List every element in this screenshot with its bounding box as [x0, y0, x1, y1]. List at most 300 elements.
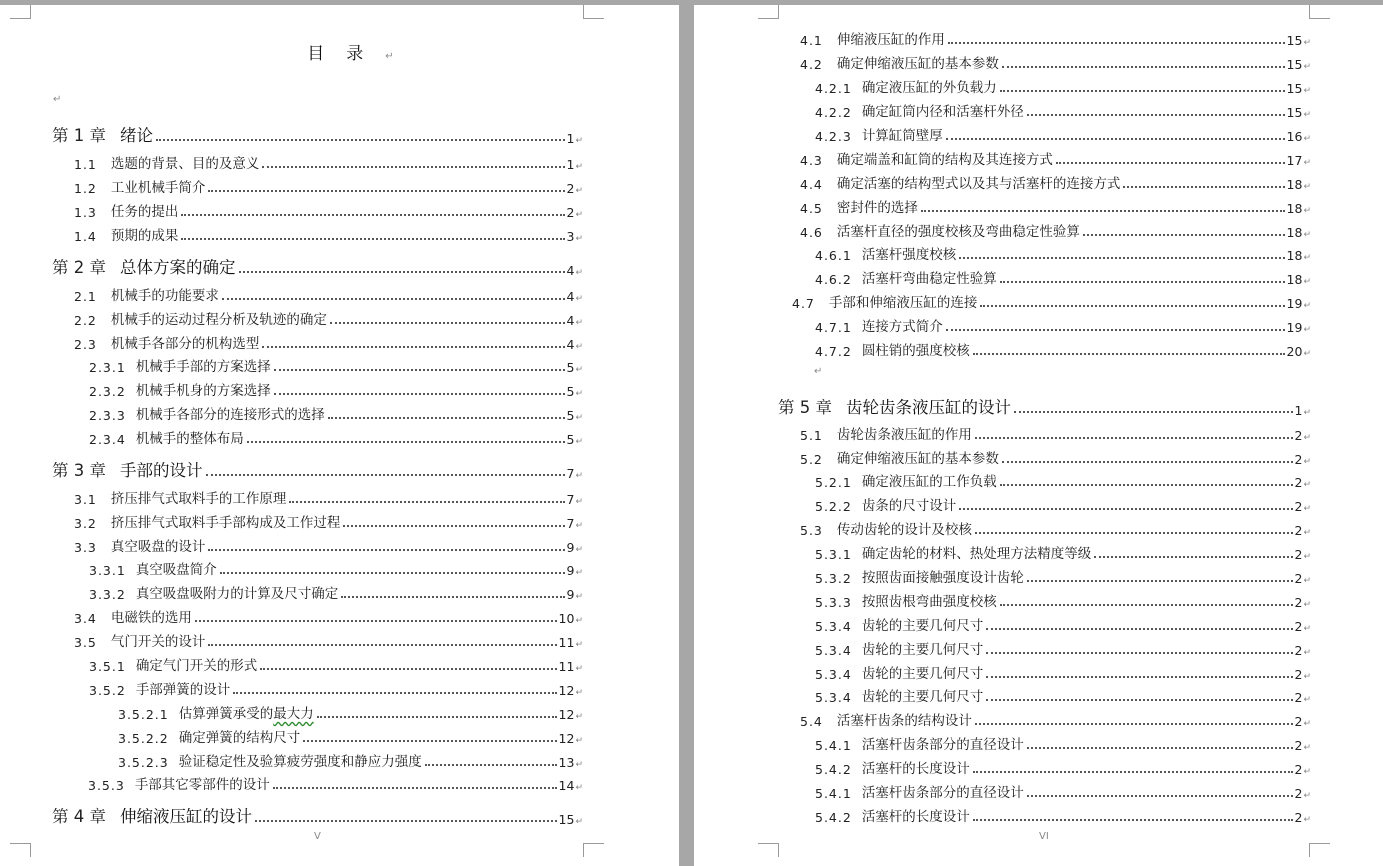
toc-entry-title: 活塞杆齿条部分的直径设计: [861, 785, 1024, 801]
toc-entry[interactable]: [74, 176, 583, 196]
dot-leader: [328, 417, 565, 419]
toc-entry-title: 齿轮的主要几何尺寸: [861, 618, 984, 634]
paragraph-mark-icon: ↵: [1303, 719, 1311, 729]
toc-entry[interactable]: [74, 308, 583, 328]
toc-page-number: 2: [1294, 786, 1303, 801]
toc-entry-title: 任务的提出: [110, 204, 179, 220]
paragraph-mark-icon: ↵: [1303, 504, 1311, 514]
toc-entry-number: 5.4.1: [815, 738, 852, 753]
paragraph-mark-icon: ↵: [1303, 110, 1311, 120]
toc-entry-number: 5.3.2: [815, 571, 852, 586]
dot-leader: [921, 210, 1285, 212]
dot-leader: [973, 819, 1293, 821]
toc-entry-number: 2.1: [74, 289, 97, 304]
toc-page-number: 15: [1286, 81, 1303, 96]
dot-leader: [1123, 186, 1284, 188]
dot-leader: [208, 190, 564, 192]
toc-entry-title: 机械手机身的方案选择: [135, 383, 271, 399]
toc-entry-title: 机械手的功能要求: [110, 288, 219, 304]
paragraph-mark-icon: ↵: [575, 616, 583, 626]
toc-entry[interactable]: [815, 781, 1311, 801]
toc-page-number: 4: [566, 263, 575, 278]
toc-entry[interactable]: [815, 339, 1311, 359]
paragraph-mark-icon: ↵: [1303, 791, 1311, 801]
paragraph-mark-icon: ↵: [575, 318, 583, 328]
toc-page-number: 2: [1294, 714, 1303, 729]
toc-page-number: 1: [566, 157, 575, 172]
toc-entry-title: 机械手各部分的机构选型: [110, 336, 260, 352]
dot-leader: [1000, 484, 1293, 486]
toc-entry-number: 2.3.2: [89, 384, 126, 399]
toc-entry-title: 齿轮齿条液压缸的设计: [846, 398, 1011, 417]
toc-entry-number: 4.7.1: [815, 320, 852, 335]
toc-entry-number: 5.3.4: [815, 690, 852, 705]
toc-entry[interactable]: [815, 566, 1311, 586]
paragraph-mark-icon: ↵: [1303, 552, 1311, 562]
toc-page-number: 11: [558, 635, 575, 650]
paragraph-mark-icon: ↵: [1303, 457, 1311, 467]
toc-entry-title: 真空吸盘吸附力的计算及尺寸确定: [135, 586, 339, 602]
paragraph-mark-icon: ↵: [575, 294, 583, 304]
paragraph-mark-icon: ↵: [575, 268, 583, 278]
toc-entry-number: 3.5.2.2: [118, 731, 169, 746]
toc-entry-title: 确定活塞的结构型式以及其与活塞杆的连接方式: [836, 176, 1121, 192]
paragraph-mark-icon: ↵: [1303, 695, 1311, 705]
toc-page-number: 19: [1286, 296, 1303, 311]
dot-leader: [1002, 66, 1285, 68]
toc-entry[interactable]: [800, 52, 1311, 72]
paragraph-mark-icon: ↵: [1303, 206, 1311, 216]
dot-leader: [1000, 90, 1285, 92]
paragraph-mark-icon: ↵: [1303, 600, 1311, 610]
toc-page-number: 9: [566, 587, 575, 602]
toc-entry[interactable]: [74, 511, 583, 531]
toc-entry-number: 4.6: [800, 225, 823, 240]
dot-leader: [1027, 580, 1293, 582]
paragraph-mark-icon: ↵: [1303, 408, 1311, 418]
dot-leader: [959, 257, 1284, 259]
paragraph-mark-icon: ↵: [1303, 480, 1311, 490]
dot-leader: [181, 238, 564, 240]
toc-entry[interactable]: [89, 654, 583, 674]
toc-page-number: 18: [1286, 177, 1303, 192]
toc-entry-title: 真空吸盘的设计: [110, 539, 206, 555]
toc-entry-number: 第 1 章: [52, 126, 106, 145]
toc-page-number: 13: [558, 755, 575, 770]
toc-entry-number: 5.2.2: [815, 499, 852, 514]
toc-entry-number: 5.4.2: [815, 762, 852, 777]
toc-entry[interactable]: [815, 590, 1311, 610]
toc-entry-number: 5.3.1: [815, 547, 852, 562]
toc-entry[interactable]: [74, 224, 583, 244]
toc-entry[interactable]: [74, 152, 583, 172]
toc-chapter-entry[interactable]: [52, 124, 583, 146]
toc-entry-number: 5.2: [800, 452, 823, 467]
paragraph-mark-icon: ↵: [575, 342, 583, 352]
dot-leader: [1056, 162, 1285, 164]
crop-mark-bottom-right: [583, 843, 604, 857]
paragraph-mark-icon: ↵: [575, 136, 583, 146]
toc-entry[interactable]: [800, 447, 1311, 467]
dot-leader: [1014, 411, 1293, 413]
toc-entry[interactable]: [74, 535, 583, 555]
paragraph-mark-icon: ↵: [575, 545, 583, 555]
dot-leader: [208, 549, 564, 551]
toc-page-number: 5: [566, 384, 575, 399]
dot-leader: [975, 532, 1293, 534]
toc-page-number: 12: [558, 707, 575, 722]
toc-entry[interactable]: [800, 28, 1311, 48]
toc-entry-number: 2.3.4: [89, 432, 126, 447]
toc-entry-title: 齿轮齿条液压缸的作用: [836, 427, 972, 443]
toc-entry[interactable]: [74, 630, 583, 650]
toc-entry[interactable]: [815, 638, 1311, 658]
toc-entry-title: 挤压排气式取料手手部构成及工作过程: [110, 515, 341, 531]
dot-leader: [1027, 114, 1285, 116]
dot-leader: [317, 716, 557, 718]
dot-leader: [1083, 234, 1285, 236]
toc-entry-number: 2.3: [74, 337, 97, 352]
toc-page-number: 5: [566, 360, 575, 375]
paragraph-mark-icon: ↵: [1303, 743, 1311, 753]
toc-entry[interactable]: [800, 220, 1311, 240]
toc-entry[interactable]: [815, 124, 1311, 144]
toc-page-number: 2: [1294, 499, 1303, 514]
toc-entry[interactable]: [800, 709, 1311, 729]
paragraph-mark-icon: ↵: [575, 162, 583, 172]
toc-entry-number: 5.3.3: [815, 595, 852, 610]
toc-entry-title: 机械手的运动过程分析及轨迹的确定: [110, 312, 327, 328]
toc-entry-title: 手部的设计: [120, 461, 203, 480]
toc-entry-number: 3.2: [74, 516, 97, 531]
toc-entry-number: 5.4.1: [815, 786, 852, 801]
dot-leader: [239, 271, 565, 273]
toc-entry-number: 1.1: [74, 157, 97, 172]
paragraph-mark-icon: ↵: [1303, 672, 1311, 682]
dot-leader: [975, 437, 1293, 439]
dot-leader: [1002, 461, 1293, 463]
toc-entry-number: 3.5.2.3: [118, 755, 169, 770]
toc-page-number: 2: [1294, 452, 1303, 467]
dot-leader: [206, 474, 565, 476]
toc-entry-number: 1.4: [74, 229, 97, 244]
toc-entry[interactable]: [815, 685, 1311, 705]
toc-page-number: 15: [558, 812, 575, 827]
dot-leader: [425, 764, 557, 766]
toc-page-number: 2: [1294, 667, 1303, 682]
toc-entry-number: 3.4: [74, 611, 97, 626]
crop-mark-top-right: [1309, 5, 1330, 19]
toc-entry-title: 气门开关的设计: [110, 634, 206, 650]
paragraph-mark-icon: ↵: [1303, 576, 1311, 586]
toc-page-number: 2: [1294, 619, 1303, 634]
toc-entry[interactable]: [815, 494, 1311, 514]
toc-entry[interactable]: [815, 733, 1311, 753]
toc-entry[interactable]: [89, 678, 583, 698]
paragraph-mark-icon: ↵: [575, 365, 583, 375]
paragraph-mark-icon: ↵: [1303, 648, 1311, 658]
toc-entry-title: 机械手各部分的连接形式的选择: [135, 407, 325, 423]
toc-chapter-entry[interactable]: [778, 396, 1311, 418]
paragraph-mark-icon: ↵: [575, 712, 583, 722]
toc-entry-title: 圆柱销的强度校核: [861, 343, 970, 359]
toc-entry[interactable]: [800, 196, 1311, 216]
dot-leader: [946, 138, 1285, 140]
toc-entry[interactable]: [89, 427, 583, 447]
toc-page-number: 2: [566, 205, 575, 220]
dot-leader: [1000, 604, 1293, 606]
toc-page-number: 1: [566, 131, 575, 146]
toc-page-number: 9: [566, 540, 575, 555]
toc-page-number: 7: [566, 492, 575, 507]
paragraph-mark-icon: ↵: [1303, 815, 1311, 825]
toc-entry-number: 5.4.2: [815, 810, 852, 825]
toc-page-number: 14: [558, 778, 575, 793]
toc-entry-number: 3.5.2: [89, 683, 126, 698]
dot-leader: [948, 42, 1285, 44]
dot-leader: [255, 820, 557, 822]
crop-mark-bottom-left: [758, 843, 779, 857]
toc-entry-number: 第 4 章: [52, 807, 106, 826]
toc-page-number: 18: [1286, 225, 1303, 240]
toc-page-number: 7: [566, 516, 575, 531]
toc-entry[interactable]: [74, 606, 583, 626]
toc-entry-title: 伸缩液压缸的设计: [120, 807, 252, 826]
paragraph-mark-icon: ↵: [575, 640, 583, 650]
dot-leader: [959, 508, 1292, 510]
toc-entry-number: 4.7: [792, 296, 815, 311]
toc-entry[interactable]: [815, 76, 1311, 96]
toc-entry[interactable]: [89, 379, 583, 399]
toc-entry[interactable]: [118, 726, 583, 746]
toc-entry-title: 验证稳定性及验算疲劳强度和静应力强度: [178, 754, 422, 770]
paragraph-mark-icon: ↵: [575, 568, 583, 578]
toc-entry[interactable]: [815, 267, 1311, 287]
crop-mark-top-left: [10, 5, 31, 19]
page-number-footer: VI: [1039, 831, 1049, 842]
toc-entry[interactable]: [88, 773, 583, 793]
toc-entry-title: 计算缸筒壁厚: [861, 128, 943, 144]
toc-page-number: 2: [1294, 547, 1303, 562]
paragraph-mark-icon: ↵: [814, 366, 823, 377]
toc-entry[interactable]: [800, 423, 1311, 443]
toc-entry-title: 齿轮的主要几何尺寸: [861, 642, 984, 658]
toc-page-number: 12: [558, 731, 575, 746]
toc-entry[interactable]: [815, 805, 1311, 825]
toc-chapter-entry[interactable]: [52, 459, 583, 481]
toc-entry[interactable]: [89, 558, 583, 578]
toc-entry-title: 机械手的整体布局: [135, 431, 244, 447]
paragraph-mark-icon: ↵: [1303, 301, 1311, 311]
toc-entry-title: 确定伸缩液压缸的基本参数: [836, 56, 999, 72]
toc-entry[interactable]: [74, 487, 583, 507]
toc-entry[interactable]: [74, 200, 583, 220]
toc-entry-number: 2.2: [74, 313, 97, 328]
page-number-footer: V: [314, 831, 321, 842]
toc-page-number: 1: [1294, 403, 1303, 418]
dot-leader: [247, 441, 565, 443]
toc-entry[interactable]: [118, 750, 583, 770]
paragraph-mark-icon: ↵: [575, 664, 583, 674]
toc-page-number: 16: [1286, 129, 1303, 144]
crop-mark-top-right: [583, 5, 604, 19]
toc-entry[interactable]: [815, 243, 1311, 263]
toc-page-number: 19: [1286, 320, 1303, 335]
toc-page-number: 10: [558, 611, 575, 626]
toc-entry[interactable]: [74, 332, 583, 352]
dot-leader: [274, 369, 565, 371]
dot-leader: [1027, 795, 1293, 797]
dot-leader: [222, 298, 565, 300]
toc-entry-title: 确定液压缸的工作负载: [861, 474, 997, 490]
toc-entry-title: 伸缩液压缸的作用: [836, 32, 945, 48]
toc-entry-title: 机械手手部的方案选择: [135, 359, 271, 375]
toc-entry-title: 手部弹簧的设计: [135, 682, 231, 698]
toc-entry-number: 5.3.4: [815, 643, 852, 658]
toc-entry-number: 4.2.1: [815, 81, 852, 96]
toc-entry-number: 3.3.1: [89, 563, 126, 578]
dot-leader: [946, 329, 1285, 331]
toc-entry-number: 5.4: [800, 714, 823, 729]
toc-entry[interactable]: [815, 470, 1311, 490]
toc-page-number: 2: [1294, 690, 1303, 705]
dot-leader: [233, 692, 556, 694]
document-page-left: [0, 5, 679, 866]
toc-page-number: 2: [1294, 643, 1303, 658]
toc-page-number: 4: [566, 337, 575, 352]
toc-entry-number: 4.2: [800, 57, 823, 72]
dot-leader: [973, 771, 1293, 773]
toc-title-text: 目录: [307, 44, 386, 64]
toc-entry-title: 确定齿轮的材料、热处理方法精度等级: [861, 546, 1092, 562]
toc-entry[interactable]: [74, 284, 583, 304]
toc-entry[interactable]: [815, 662, 1311, 682]
toc-entry-title: 活塞杆齿条部分的直径设计: [861, 737, 1024, 753]
dot-leader: [986, 652, 1292, 654]
toc-entry-title: 密封件的选择: [836, 200, 918, 216]
toc-page-number: 17: [1286, 153, 1303, 168]
toc-entry-number: 4.6.2: [815, 272, 852, 287]
dot-leader: [973, 353, 1285, 355]
toc-entry-title: 确定液压缸的外负载力: [861, 80, 997, 96]
crop-mark-top-left: [758, 5, 779, 19]
toc-entry-number: 1.2: [74, 181, 97, 196]
toc-entry-title: 活塞杆齿条的结构设计: [836, 713, 972, 729]
paragraph-mark-icon: ↵: [1303, 230, 1311, 240]
toc-entry[interactable]: [792, 291, 1311, 311]
toc-entry-title: 确定缸筒内径和活塞杆外径: [861, 104, 1024, 120]
toc-entry[interactable]: [815, 315, 1311, 335]
toc-entry-number: 5.3.4: [815, 619, 852, 634]
toc-entry-title: 挤压排气式取料手的工作原理: [110, 491, 287, 507]
toc-entry[interactable]: [89, 582, 583, 602]
dot-leader: [343, 525, 564, 527]
toc-page-number: 2: [1294, 810, 1303, 825]
dot-leader: [1094, 556, 1292, 558]
paragraph-mark-icon: ↵: [1303, 624, 1311, 634]
paragraph-mark-icon: ↵: [575, 736, 583, 746]
toc-entry-number: 2.3.3: [89, 408, 126, 423]
dot-leader: [986, 676, 1292, 678]
toc-page-number: 2: [566, 181, 575, 196]
toc-entry-title: 手部其它零部件的设计: [134, 777, 270, 793]
paragraph-mark-icon: ↵: [1303, 767, 1311, 777]
toc-entry-title: 确定弹簧的结构尺寸: [178, 730, 301, 746]
dot-leader: [289, 501, 564, 503]
paragraph-mark-icon: ↵: [575, 688, 583, 698]
toc-entry[interactable]: [815, 614, 1311, 634]
toc-entry-number: 2.3.1: [89, 360, 126, 375]
toc-page-number: 15: [1286, 57, 1303, 72]
toc-page-number: 5: [566, 432, 575, 447]
toc-entry[interactable]: [815, 542, 1311, 562]
toc-entry-title: 选题的背景、目的及意义: [110, 156, 260, 172]
toc-entry-number: 4.6.1: [815, 248, 852, 263]
toc-entry-title: 真空吸盘简介: [135, 562, 217, 578]
paragraph-mark-icon: ↵: [1303, 325, 1311, 335]
crop-mark-bottom-right: [1309, 843, 1330, 857]
paragraph-mark-icon: ↵: [53, 94, 62, 105]
toc-entry-number: 3.3: [74, 540, 97, 555]
toc-entry-title: 齿轮的主要几何尺寸: [861, 689, 984, 705]
toc-entry-number: 4.2.2: [815, 105, 852, 120]
toc-entry[interactable]: [800, 148, 1311, 168]
toc-entry-number: 3.1: [74, 492, 97, 507]
toc-entry[interactable]: [800, 518, 1311, 538]
toc-entry-title: 连接方式简介: [861, 319, 943, 335]
toc-page-number: 2: [1294, 523, 1303, 538]
toc-entry-number: 第 3 章: [52, 461, 106, 480]
toc-entry[interactable]: [118, 702, 583, 722]
toc-page-number: 5: [566, 408, 575, 423]
toc-entry[interactable]: [89, 403, 583, 423]
toc-page-number: 15: [1286, 105, 1303, 120]
toc-entry[interactable]: [800, 172, 1311, 192]
dot-leader: [262, 346, 564, 348]
toc-chapter-entry[interactable]: [52, 256, 583, 278]
toc-page-number: 3: [566, 229, 575, 244]
toc-entry-title: 按照齿根弯曲强度校核: [861, 594, 997, 610]
toc-entry-number: 5.2.1: [815, 475, 852, 490]
toc-entry-number: 3.5: [74, 635, 97, 650]
toc-entry[interactable]: [815, 100, 1311, 120]
toc-entry-title: 估算弹簧承受的最大力: [178, 706, 314, 722]
toc-entry-number: 4.7.2: [815, 344, 852, 359]
paragraph-mark-icon: ↵: [1303, 134, 1311, 144]
toc-page-number: 18: [1286, 248, 1303, 263]
toc-entry[interactable]: [89, 355, 583, 375]
toc-page-number: 15: [1286, 33, 1303, 48]
toc-page-number: 7: [566, 466, 575, 481]
toc-entry-number: 1.3: [74, 205, 97, 220]
toc-entry-number: 5.1: [800, 428, 823, 443]
toc-entry-title: 确定伸缩液压缸的基本参数: [836, 451, 999, 467]
dot-leader: [274, 393, 565, 395]
dot-leader: [303, 740, 556, 742]
toc-chapter-entry[interactable]: [52, 805, 583, 827]
toc-entry-number: 4.4: [800, 177, 823, 192]
toc-entry-title: 绪论: [120, 126, 153, 145]
paragraph-mark-icon: ↵: [575, 210, 583, 220]
paragraph-mark-icon: ↵: [1303, 86, 1311, 96]
toc-entry-title: 传动齿轮的设计及校核: [836, 522, 972, 538]
paragraph-mark-icon: ↵: [1303, 528, 1311, 538]
toc-entry[interactable]: [815, 757, 1311, 777]
dot-leader: [195, 620, 557, 622]
paragraph-mark-icon: ↵: [1303, 62, 1311, 72]
toc-entry-number: 5.3.4: [815, 667, 852, 682]
paragraph-mark-icon: ↵: [575, 521, 583, 531]
